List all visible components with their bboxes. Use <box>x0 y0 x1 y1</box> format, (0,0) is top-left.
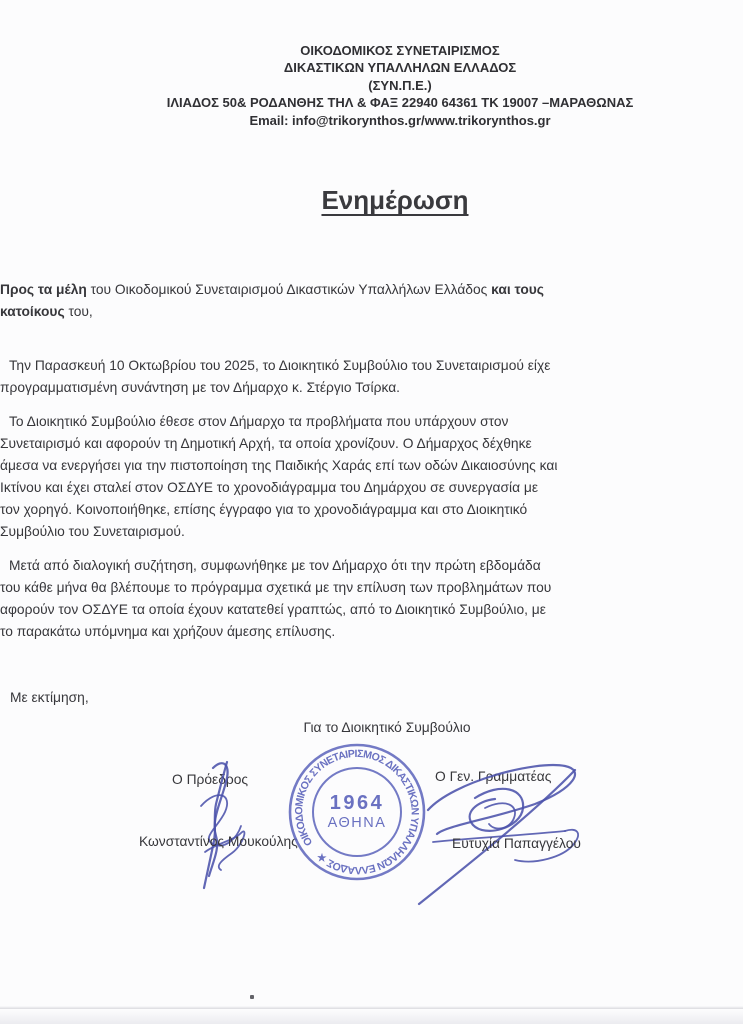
stamp-city: ΑΘΗΝΑ <box>327 815 387 831</box>
president-signature-icon <box>183 756 271 894</box>
president-name: Κωνσταντίνος Μουκούλης <box>139 834 298 849</box>
salutation-text-1: του Οικοδομικού Συνεταιρισμού Δικαστικών Υπαλλήλων Ελλάδος <box>86 282 492 298</box>
title-row <box>115 185 675 217</box>
stamp-ring-text: ΟΙΚΟΔΟΜΙΚΟΣ ΣΥΝΕΤΑΙΡΙΣΜΟΣ ΔΙΚΑΣΤΙΚΩΝ ΥΠΑΛΛΗΛΩΝ ΕΛΛΑΔΟΣ ★ <box>293 747 421 876</box>
secretary-role-label: Ο Γεν. Γραμματέας <box>435 769 552 784</box>
salutation-addressees: Προς τα μέλη <box>0 282 87 298</box>
secretary-name: Ευτυχία Παπαγγέλου <box>452 836 581 851</box>
page-title: Ενημέρωση <box>321 185 469 216</box>
letterhead <box>120 0 680 129</box>
org-name-line-1: ΟΙΚΟΔΟΜΙΚΟΣ ΣΥΝΕΤΑΙΡΙΣΜΟΣ <box>300 43 500 58</box>
scan-speck <box>250 995 254 999</box>
board-line: Για το Διοικητικό Συμβούλιο <box>303 720 471 736</box>
scan-bottom-shadow <box>0 1010 743 1024</box>
paragraph-meeting: Την Παρασκευή 10 Οκτωβρίου του 2025, το Διοικητικό Συμβούλιο του Συνεταιρισμού είχε προγραμματισμένη συνάντηση με τον Δήμαρχο κ. Στέργιο Τσίρκα. <box>0 358 551 396</box>
stamp-year: 1964 <box>329 792 385 814</box>
salutation <box>0 279 560 323</box>
salutation-residents: και τους κατοίκους <box>0 282 544 320</box>
paragraph-agreement: Μετά από διαλογική συζήτηση, συμφωνήθηκε με τον Δήμαρχο ότι την πρώτη εβδομάδα του κάθε μήνα θα βλέπουμε το πρόγραμμα σχετικά με την επίλυση των προβλημάτων που αφορούν τον ΟΣΔΥΕ τα οποία έχουν κατατεθεί γραπτώς, από το Διοικητικό Συμβούλιο, με το παρακάτω υπόμνημα και χρήζουν άμεσης επίλυσης. <box>0 558 552 640</box>
scan-edge-line <box>0 1006 743 1009</box>
paragraph-issues: Το Διοικητικό Συμβούλιο έθεσε στον Δήμαρχο τα προβλήματα που υπάρχουν στον Συνεταιρισμό και αφορούν τη Δημοτική Αρχή, τα οποία χρονίζουν. Ο Δήμαρχος δέχθηκε άμεσα να ενεργήσει για την πιστοποίηση της Παιδικής Χαράς επί των οδών Δικαιοσύνης και Ικτίνου και έχει σταλεί στον ΟΣΔΥΕ το χρονοδιάγραμμα του Δημάρχου σε συνεργασία με τον χορηγό. Κοινοποιήθηκε, επίσης έγγραφο για το χρονοδιάγραμμα και στο Διοικητικό Συμβούλιο του Συνεταιρισμού. <box>0 414 558 540</box>
salutation-text-2: του, <box>64 304 93 320</box>
closing-regards: Με εκτίμηση, <box>10 690 89 706</box>
org-email-web: Email: info@trikorynthos.gr/www.trikorynthos.gr <box>249 112 551 128</box>
org-abbreviation: (ΣΥΝ.Π.Ε.) <box>368 77 432 93</box>
org-name-line-2: ΔΙΚΑΣΤΙΚΩΝ ΥΠΑΛΛΗΛΩΝ ΕΛΛΑΔΟΣ <box>283 60 517 76</box>
org-address-phone: ΙΛΙΑΔΟΣ 50& ΡΟΔΑΝΘΗΣ ΤΗΛ & ΦΑΞ 22940 64361 ΤΚ 19007 –ΜΑΡΑΘΩΝΑΣ <box>166 95 634 111</box>
organization-stamp-icon <box>282 737 432 887</box>
president-role-label: Ο Πρόεδρος <box>172 772 249 787</box>
